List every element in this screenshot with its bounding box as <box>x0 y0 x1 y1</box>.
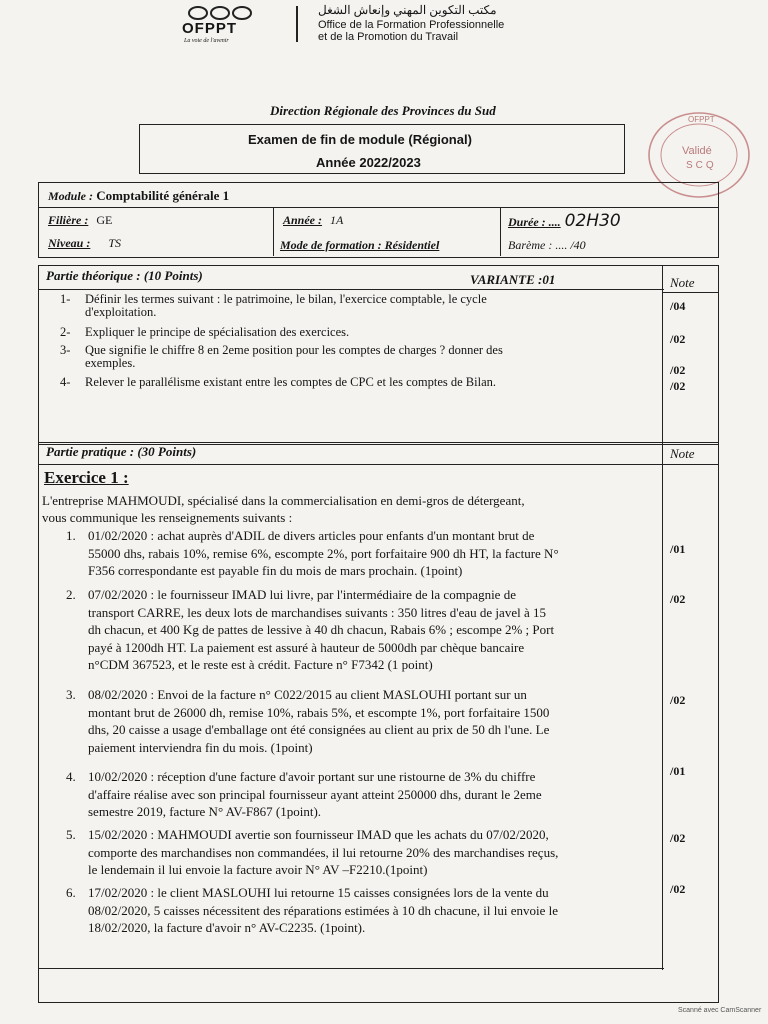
duree-value: 02H30 <box>564 211 621 231</box>
item-line: 01/02/2020 : achat auprès d'ADIL de divers articles pour enfants d'un montant brut de <box>88 528 535 543</box>
item-number: 2. <box>66 587 76 602</box>
duree-label: Durée : .... <box>508 215 561 229</box>
note-column-divider <box>662 442 663 970</box>
mode-cell <box>280 236 439 254</box>
exercise-item-3 <box>66 686 550 755</box>
exercise-item-2 <box>66 586 555 672</box>
item-line: d'affaire réalise avec son principal fournisseur ayant atteint 250000 dhs, durant le 2eme <box>88 786 542 802</box>
niveau-value: TS <box>108 236 122 250</box>
annee-label: Année : <box>283 213 322 227</box>
item-number: 4. <box>66 769 76 784</box>
item-number: 3. <box>66 687 76 702</box>
question-mark: /02 <box>670 363 686 377</box>
info-col-divider <box>273 208 274 256</box>
exam-title: Examen de fin de module (Régional) <box>248 132 472 147</box>
item-mark: /01 <box>670 764 686 778</box>
item-line: paiement interviendra fin du mois. (1point) <box>88 739 313 755</box>
logo-name: OFPPT <box>182 20 238 37</box>
practice-top-border <box>38 442 719 443</box>
annee-cell <box>283 211 343 229</box>
item-mark: /02 <box>670 592 686 606</box>
module-value: Comptabilité générale 1 <box>96 188 230 203</box>
exercise-item-6 <box>66 884 559 935</box>
item-line: 07/02/2020 : le fournisseur IMAD lui livre, par l'intermédiaire de la compagnie de <box>88 587 516 602</box>
info-divider <box>38 207 719 208</box>
question-4 <box>60 375 496 389</box>
practice-header-divider <box>38 464 719 465</box>
bareme-label: Barème : .... /40 <box>508 238 586 252</box>
theory-title: Partie théorique : (10 Points) <box>46 268 203 283</box>
note-header-divider <box>662 292 718 293</box>
direction-title: Direction Régionale des Provinces du Sud <box>270 103 496 118</box>
stamp-org: OFPPT <box>688 115 715 124</box>
filiere-value: GE <box>96 213 113 227</box>
question-number: 4- <box>60 375 71 389</box>
item-line: 10/02/2020 : réception d'une facture d'avoir portant sur une ristourne de 3% du chiffre <box>88 769 536 784</box>
intro-line: L'entreprise MAHMOUDI, spécialisé dans la commercialisation en demi-gros de détergeant, <box>42 493 525 508</box>
stamp-sub: SCQ <box>686 160 717 171</box>
item-line: F356 correspondante est payable fin du mois de mars prochain. (1point) <box>88 563 463 578</box>
org-name-line2: et de la Promotion du Travail <box>318 31 459 43</box>
item-number: 6. <box>66 885 76 900</box>
question-3 <box>60 343 503 370</box>
theory-note-header: Note <box>670 275 695 290</box>
theory-header-divider <box>38 289 664 290</box>
item-mark: /02 <box>670 882 686 896</box>
org-name-line1: Office de la Formation Professionnelle <box>318 19 505 31</box>
question-mark: /02 <box>670 379 686 393</box>
question-2 <box>60 325 350 339</box>
org-name-arabic: مكتب التكوين المهني وإنعاش الشغل <box>318 3 497 17</box>
niveau-cell <box>48 234 121 252</box>
item-line: 18/02/2020, la facture d'avoir n° AV-C2235. (1point). <box>88 920 366 935</box>
item-line: transport CARRE, les deux lots de marchandises suivants : 350 litres d'eau de javel à 15 <box>88 604 546 620</box>
info-col-divider <box>500 208 501 256</box>
scanner-footer: Scanné avec CamScanner <box>678 1007 762 1014</box>
question-number: 3- <box>60 343 71 357</box>
item-line: 08/02/2020, 5 caisses nécessitent des réparations estimées à 10 dh chacune, il lui envoie le <box>88 902 559 918</box>
item-line: 55000 dhs, rabais 10%, remise 6%, escompte 2%, port forfaitaire 900 dh HT, la facture N° <box>88 545 559 561</box>
item-number: 5. <box>66 827 76 842</box>
question-number: 2- <box>60 325 71 339</box>
item-line: 08/02/2020 : Envoi de la facture n° C022/2015 au client MASLOUHI portant sur un <box>88 687 527 702</box>
item-line: montant brut de 26000 dh, remise 10%, rabais 5%, et escompte 1%, port forfaitaire 1500 <box>88 704 550 720</box>
variant-label: VARIANTE :01 <box>470 272 556 287</box>
stamp-label: Validé <box>682 145 712 157</box>
exam-year: Année 2022/2023 <box>316 155 421 170</box>
annee-value: 1A <box>330 213 344 227</box>
mode-label: Mode de formation : Résidentiel <box>280 238 440 252</box>
exercise-item-5 <box>66 826 559 877</box>
filiere-cell <box>48 211 112 229</box>
item-line: payé à 1200dh HT. La paiement est assuré à hauteur de 5000dh par chèque bancaire <box>88 639 525 655</box>
exercise-item-1 <box>66 527 559 578</box>
item-mark: /02 <box>670 831 686 845</box>
question-mark: /02 <box>670 332 686 346</box>
exercise-title: Exercice 1 : <box>44 468 129 487</box>
duree-cell <box>508 211 621 231</box>
intro-line: vous communique les renseignements suivants : <box>42 510 293 525</box>
question-text: Relever le parallélisme existant entre les comptes de CPC et les comptes de Bilan. <box>85 375 496 389</box>
item-line: 15/02/2020 : MAHMOUDI avertie son fournisseur IMAD que les achats du 07/02/2020, <box>88 827 549 842</box>
item-line: dhs, 20 caisse a usage d'emballage ont été consignées au client au prix de 50 dh l'une. Le <box>88 722 550 737</box>
item-number: 1. <box>66 528 76 543</box>
question-text-cont: exemples. <box>85 356 136 370</box>
niveau-label: Niveau : <box>48 236 91 250</box>
item-line: comporte des marchandises non commandées, il lui retourne 20% des marchandises reçus, <box>88 844 559 860</box>
question-text-cont: d'exploitation. <box>85 305 157 319</box>
question-text: Que signifie le chiffre 8 en 2eme position pour les comptes de charges ? donner des <box>85 343 503 357</box>
item-line: n°CDM 367523, et le reste est à crédit. Facture n° F7342 (1 point) <box>88 657 433 672</box>
item-line: le lendemain il lui envoie la facture avoir N° AV –F2210.(1point) <box>88 862 428 877</box>
logo-tagline: La voie de l'avenir <box>184 38 229 44</box>
question-mark: /04 <box>670 299 686 313</box>
practice-bottom-line <box>38 968 664 969</box>
practice-note-header: Note <box>670 446 695 461</box>
question-1 <box>60 292 487 319</box>
filiere-label: Filière : <box>48 213 89 227</box>
question-text: Expliquer le principe de spécialisation des exercices. <box>85 325 350 339</box>
item-line: semestre 2019, facture N° AV-F867 (1point). <box>88 804 322 819</box>
module-label: Module : <box>48 189 93 203</box>
item-line: dh chacun, et 400 Kg de pattes de lessive à 40 dh chacun, Rabais 6% ; escompe 2% ; Port <box>88 622 555 637</box>
header-divider <box>296 6 298 42</box>
module-row <box>48 188 229 204</box>
bareme-cell <box>508 236 586 254</box>
question-text: Définir les termes suivant : le patrimoine, le bilan, l'exercice comptable, le cycle <box>85 292 487 306</box>
item-mark: /02 <box>670 693 686 707</box>
exercise-item-4 <box>66 768 542 819</box>
question-number: 1- <box>60 292 71 306</box>
item-line: 17/02/2020 : le client MASLOUHI lui retourne 15 caisses consignées lors de la vente du <box>88 885 549 900</box>
practice-title: Partie pratique : (30 Points) <box>46 444 197 459</box>
item-mark: /01 <box>670 542 686 556</box>
